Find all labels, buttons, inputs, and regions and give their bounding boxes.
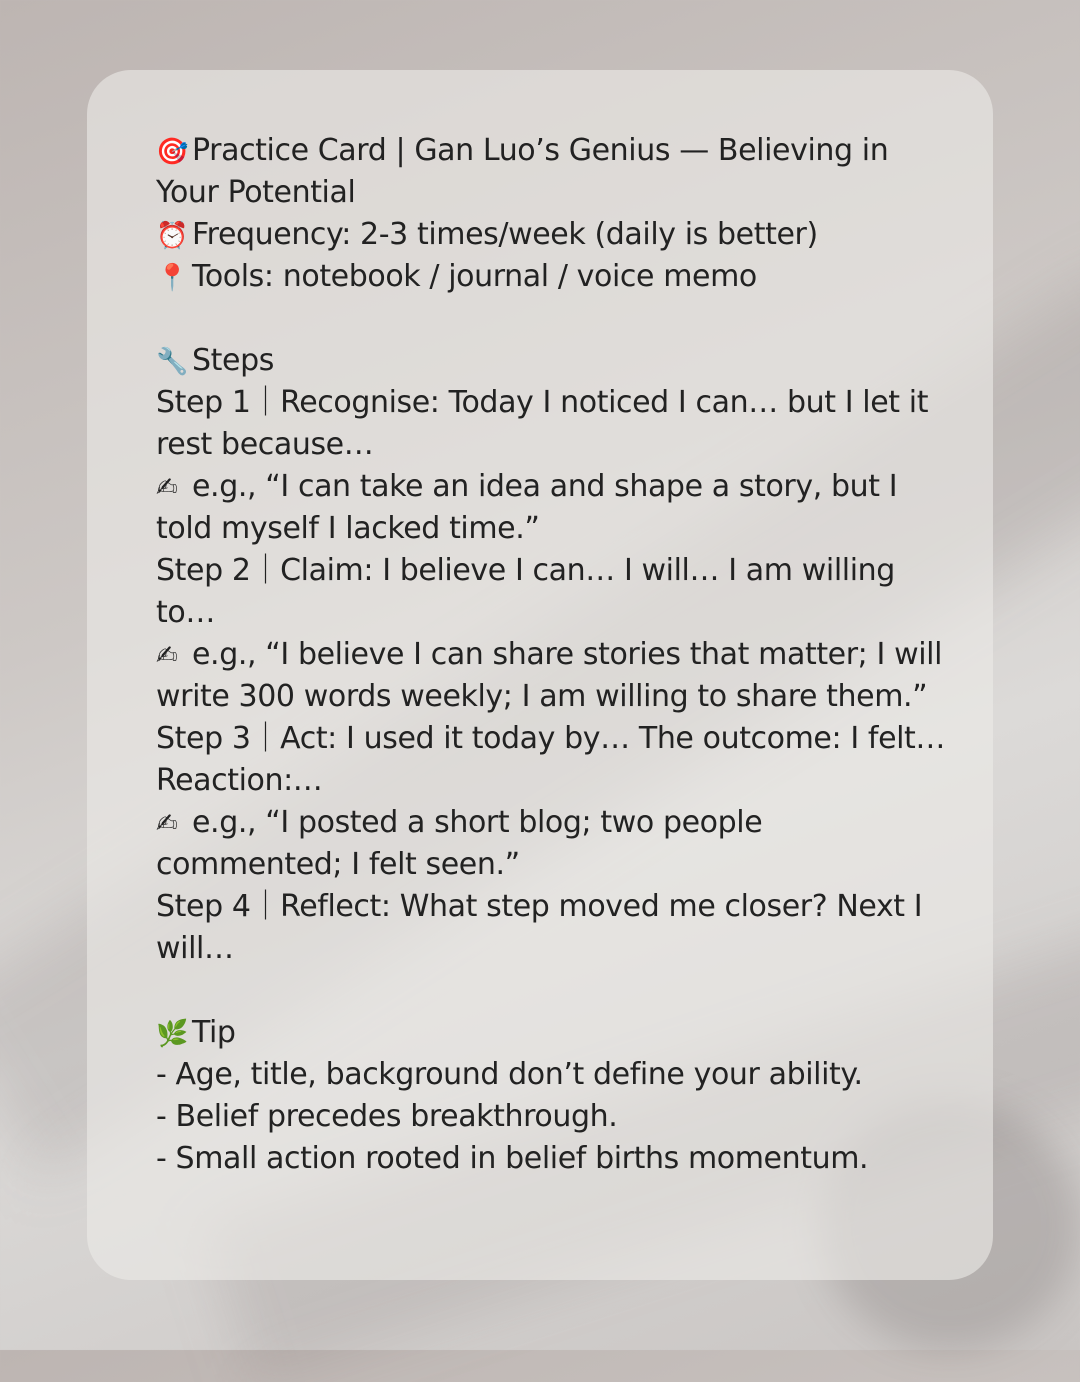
- steps-heading: Steps: [192, 343, 274, 378]
- pushpin-icon: 📍: [156, 263, 188, 293]
- step2-text: Step 2｜Claim: I believe I can… I will… I am willing: [156, 553, 895, 588]
- step3-text: Step 3｜Act: I used it today by… The outcome: I felt…: [156, 721, 946, 756]
- step2-example-cont: write 300 words weekly; I am willing to share them.”: [156, 679, 928, 714]
- step4-text-cont: will…: [156, 931, 234, 966]
- herb-icon: 🌿: [156, 1019, 188, 1049]
- writing-hand-icon: ✍: [156, 641, 178, 671]
- card-title-line1: Practice Card | Gan Luo’s Genius — Believing in: [192, 133, 889, 168]
- card-title-line2: Your Potential: [156, 175, 356, 210]
- tip-item: - Small action rooted in belief births momentum.: [156, 1141, 869, 1176]
- tip-item: - Belief precedes breakthrough.: [156, 1099, 618, 1134]
- step2-text-cont: to…: [156, 595, 215, 630]
- step2-example: e.g., “I believe I can share stories that matter; I will: [192, 637, 943, 672]
- tip-heading: Tip: [192, 1015, 236, 1050]
- alarm-clock-icon: ⏰: [156, 221, 188, 251]
- card-content: [156, 130, 946, 1180]
- step4-text: Step 4｜Reflect: What step moved me closer? Next I: [156, 889, 923, 924]
- step1-example-cont: told myself I lacked time.”: [156, 511, 540, 546]
- wrench-icon: 🔧: [156, 347, 188, 377]
- writing-hand-icon: ✍: [156, 473, 178, 503]
- step3-text-cont: Reaction:…: [156, 763, 323, 798]
- frequency-text: Frequency: 2-3 times/week (daily is better): [192, 217, 818, 252]
- step1-text: Step 1｜Recognise: Today I noticed I can… but I let it: [156, 385, 929, 420]
- step3-example: e.g., “I posted a short blog; two people: [192, 805, 763, 840]
- writing-hand-icon: ✍: [156, 809, 178, 839]
- step1-example: e.g., “I can take an idea and shape a story, but I: [192, 469, 898, 504]
- step1-text-cont: rest because…: [156, 427, 374, 462]
- tools-text: Tools: notebook / journal / voice memo: [192, 259, 757, 294]
- target-icon: 🎯: [156, 137, 188, 167]
- tip-item: - Age, title, background don’t define your ability.: [156, 1057, 863, 1092]
- step3-example-cont: commented; I felt seen.”: [156, 847, 520, 882]
